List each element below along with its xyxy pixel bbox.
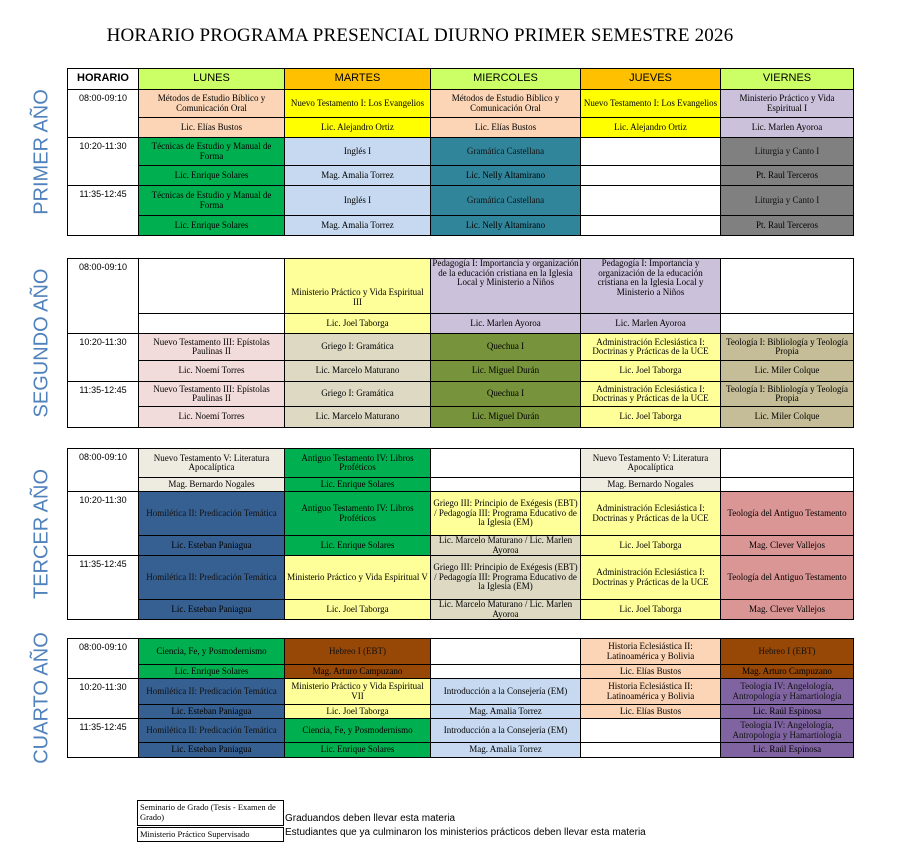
teacher-cell: Lic. Noemí Torres: [139, 361, 285, 382]
teacher-cell: Lic. Esteban Paniagua: [139, 743, 285, 758]
course-cell: [431, 639, 581, 665]
course-row: [68, 556, 854, 600]
course-cell: Teología I: Bibliología y Teología Propia: [721, 382, 854, 407]
time-slot: 08:00-09:10: [68, 259, 139, 334]
course-cell: Nuevo Testamento III: Epístolas Paulinas II: [139, 382, 285, 407]
header-day-1: LUNES: [139, 69, 285, 90]
course-cell: Inglés I: [285, 138, 431, 166]
course-cell: Griego I: Gramática: [285, 334, 431, 361]
teacher-cell: Lic. Joel Taborga: [581, 407, 721, 428]
year-label-2: [20, 258, 64, 427]
teacher-cell: Mag. Bernardo Nogales: [581, 478, 721, 492]
page-title: HORARIO PROGRAMA PRESENCIAL DIURNO PRIMER SEMESTRE 2026: [106, 25, 734, 46]
header-day-4: JUEVES: [581, 69, 721, 90]
course-cell: Homilética II: Predicación Temática: [139, 556, 285, 600]
teacher-row: [68, 665, 854, 679]
teacher-cell: [721, 478, 854, 492]
teacher-cell: Mag. Arturo Campuzano: [721, 665, 854, 679]
teacher-cell: Lic. Miler Colque: [721, 361, 854, 382]
teacher-cell: Lic. Esteban Paniagua: [139, 536, 285, 556]
teacher-cell: [721, 314, 854, 334]
header-day-2: MARTES: [285, 69, 431, 90]
course-cell: Administración Eclesiástica I: Doctrinas y Prácticas de la UCE: [581, 492, 721, 536]
teacher-cell: [581, 166, 721, 186]
course-cell: [581, 186, 721, 216]
course-cell: Historia Eclesiástica II: Latinoamérica y Bolivia: [581, 679, 721, 705]
year-label-text: CUARTO AÑO: [30, 631, 53, 764]
schedule-table-year-4: [67, 638, 854, 758]
teacher-cell: Lic. Noemí Torres: [139, 407, 285, 428]
course-row: [68, 449, 854, 478]
course-cell: Administración Eclesiástica I: Doctrinas y Prácticas de la UCE: [581, 556, 721, 600]
course-row: [68, 334, 854, 361]
course-cell: Introducción a la Consejería (EM): [431, 719, 581, 743]
legend-box-ministerio: Ministerio Práctico Supervisado: [137, 827, 284, 842]
course-row: [68, 639, 854, 665]
course-row: [68, 259, 854, 314]
course-cell: Gramática Castellana: [431, 186, 581, 216]
teacher-cell: Lic. Nelly Altamirano: [431, 216, 581, 236]
course-row: [68, 186, 854, 216]
teacher-cell: [581, 743, 721, 758]
time-slot: 11:35-12:45: [68, 186, 139, 236]
year-label-text: TERCER AÑO: [30, 468, 53, 599]
course-cell: Inglés I: [285, 186, 431, 216]
course-cell: Homilética II: Predicación Temática: [139, 492, 285, 536]
teacher-cell: Lic. Elías Bustos: [139, 118, 285, 138]
teacher-row: [68, 118, 854, 138]
course-cell: Griego III: Principio de Exégesis (EBT) / Pedagogía III: Programa Educativo de la Iglesia (EM): [431, 492, 581, 536]
time-slot: 08:00-09:10: [68, 639, 139, 679]
teacher-cell: Lic. Elías Bustos: [431, 118, 581, 138]
teacher-cell: Mag. Amalia Torrez: [285, 166, 431, 186]
teacher-cell: Lic. Marcelo Maturano / Lic. Marlen Ayoroa: [431, 536, 581, 556]
course-cell: Antiguo Testamento IV: Libros Proféticos: [285, 492, 431, 536]
teacher-cell: Mag. Arturo Campuzano: [285, 665, 431, 679]
course-row: [68, 679, 854, 705]
course-cell: Ministerio Práctico y Vida Espiritual V: [285, 556, 431, 600]
time-slot: 11:35-12:45: [68, 719, 139, 758]
teacher-cell: Lic. Miguel Durán: [431, 361, 581, 382]
teacher-cell: Lic. Enrique Solares: [139, 665, 285, 679]
teacher-cell: Lic. Raúl Espinosa: [721, 743, 854, 758]
teacher-row: [68, 166, 854, 186]
teacher-cell: Lic. Joel Taborga: [285, 600, 431, 620]
teacher-cell: Lic. Marlen Ayoroa: [721, 118, 854, 138]
course-cell: Griego I: Gramática: [285, 382, 431, 407]
teacher-cell: Lic. Enrique Solares: [139, 166, 285, 186]
teacher-row: [68, 536, 854, 556]
course-cell: Gramática Castellana: [431, 138, 581, 166]
course-cell: Homilética II: Predicación Temática: [139, 679, 285, 705]
header-horario: HORARIO: [68, 69, 139, 90]
teacher-cell: Lic. Joel Taborga: [581, 536, 721, 556]
teacher-row: [68, 314, 854, 334]
teacher-cell: Lic. Marlen Ayoroa: [581, 314, 721, 334]
teacher-cell: Mag. Amalia Torrez: [285, 216, 431, 236]
course-cell: Griego III: Principio de Exégesis (EBT) / Pedagogía III: Programa Educativo de la Iglesia (EM): [431, 556, 581, 600]
course-cell: Hebreo I (EBT): [285, 639, 431, 665]
teacher-cell: Lic. Alejandro Ortiz: [285, 118, 431, 138]
schedule-table-year-2: [67, 258, 854, 428]
teacher-cell: Lic. Joel Taborga: [285, 705, 431, 719]
course-cell: Nuevo Testamento I: Los Evangelios: [285, 90, 431, 118]
course-row: [68, 492, 854, 536]
course-cell: Teología I: Bibliología y Teología Propia: [721, 334, 854, 361]
time-slot: 11:35-12:45: [68, 556, 139, 620]
teacher-cell: Lic. Elías Bustos: [581, 665, 721, 679]
teacher-row: [68, 600, 854, 620]
legend-note-ministerio: Estudiantes que ya culminaron los ministerios prácticos deben llevar esta materia: [285, 827, 646, 838]
course-cell: [581, 719, 721, 743]
teacher-cell: Lic. Enrique Solares: [285, 478, 431, 492]
course-cell: Técnicas de Estudio y Manual de Forma: [139, 138, 285, 166]
legend-note-seminario: Graduandos deben llevar esta materia: [285, 813, 456, 824]
teacher-cell: Lic. Joel Taborga: [285, 314, 431, 334]
legend-box-seminario: Seminario de Grado (Tesis - Examen de Grado): [137, 800, 284, 826]
course-row: [68, 382, 854, 407]
teacher-cell: Lic. Marcelo Maturano: [285, 361, 431, 382]
year-label-4: [20, 631, 64, 764]
course-cell: [721, 259, 854, 314]
teacher-cell: Lic. Joel Taborga: [581, 361, 721, 382]
course-cell: [431, 449, 581, 478]
teacher-cell: [431, 478, 581, 492]
course-cell: [139, 259, 285, 314]
course-cell: Nuevo Testamento III: Epístolas Paulinas II: [139, 334, 285, 361]
course-row: [68, 719, 854, 743]
teacher-cell: Lic. Marlen Ayoroa: [431, 314, 581, 334]
teacher-cell: Lic. Marcelo Maturano / Lic. Marlen Ayoroa: [431, 600, 581, 620]
time-slot: 10:20-11:30: [68, 492, 139, 556]
teacher-cell: [581, 216, 721, 236]
course-cell: Teología del Antiguo Testamento: [721, 556, 854, 600]
time-slot: 11:35-12:45: [68, 382, 139, 428]
schedule-table-year-1: [67, 68, 854, 236]
schedule-table-year-3: [67, 448, 854, 620]
teacher-cell: Lic. Miguel Durán: [431, 407, 581, 428]
course-cell: Nuevo Testamento I: Los Evangelios: [581, 90, 721, 118]
course-row: [68, 90, 854, 118]
course-cell: Administración Eclesiástica I: Doctrinas y Prácticas de la UCE: [581, 334, 721, 361]
course-cell: Pedagogía I: Importancia y organización de la educación cristiana en la Iglesia Local y Ministerio a Niños: [431, 259, 581, 314]
header-day-3: MIERCOLES: [431, 69, 581, 90]
course-cell: Pedagogía I: Importancia y organización de la educación cristiana en la Iglesia Local y Ministerio a Niños: [581, 259, 721, 314]
teacher-cell: Mag. Clever Vallejos: [721, 600, 854, 620]
teacher-cell: Lic. Enrique Solares: [139, 216, 285, 236]
time-slot: 10:20-11:30: [68, 679, 139, 719]
course-cell: Métodos de Estudio Bíblico y Comunicación Oral: [431, 90, 581, 118]
time-slot: 10:20-11:30: [68, 334, 139, 382]
teacher-cell: Lic. Nelly Altamirano: [431, 166, 581, 186]
header-row: [68, 69, 854, 90]
course-cell: Métodos de Estudio Bíblico y Comunicación Oral: [139, 90, 285, 118]
course-cell: Teología IV: Angelología, Antropología y Hamartiología: [721, 719, 854, 743]
teacher-cell: Lic. Esteban Paniagua: [139, 705, 285, 719]
course-cell: Liturgia y Canto I: [721, 186, 854, 216]
course-cell: Ministerio Práctico y Vida Espiritual VII: [285, 679, 431, 705]
teacher-cell: Pt. Raul Terceros: [721, 166, 854, 186]
teacher-row: [68, 705, 854, 719]
teacher-row: [68, 216, 854, 236]
teacher-cell: Lic. Marcelo Maturano: [285, 407, 431, 428]
teacher-row: [68, 361, 854, 382]
year-label-1: [20, 68, 64, 235]
teacher-cell: Lic. Esteban Paniagua: [139, 600, 285, 620]
teacher-cell: Lic. Alejandro Ortiz: [581, 118, 721, 138]
time-slot: 08:00-09:10: [68, 449, 139, 492]
teacher-cell: Lic. Miler Colque: [721, 407, 854, 428]
course-cell: Antiguo Testamento IV: Libros Proféticos: [285, 449, 431, 478]
year-label-text: PRIMER AÑO: [30, 88, 53, 215]
time-slot: 08:00-09:10: [68, 90, 139, 138]
teacher-cell: [139, 314, 285, 334]
course-cell: Administración Eclesiástica I: Doctrinas y Prácticas de la UCE: [581, 382, 721, 407]
year-label-text: SEGUNDO AÑO: [30, 268, 53, 417]
teacher-cell: Lic. Raúl Espinosa: [721, 705, 854, 719]
teacher-cell: [431, 665, 581, 679]
course-cell: Nuevo Testamento V: Literatura Apocalíptica: [581, 449, 721, 478]
course-cell: Teología IV: Angelología, Antropología y Hamartiología: [721, 679, 854, 705]
teacher-cell: Lic. Enrique Solares: [285, 743, 431, 758]
course-cell: Hebreo I (EBT): [721, 639, 854, 665]
course-cell: Ciencia, Fe, y Posmodernismo: [139, 639, 285, 665]
teacher-cell: Mag. Bernardo Nogales: [139, 478, 285, 492]
course-cell: Técnicas de Estudio y Manual de Forma: [139, 186, 285, 216]
course-cell: Ministerio Práctico y Vida Espiritual III: [285, 259, 431, 314]
course-cell: Ministerio Práctico y Vida Espiritual I: [721, 90, 854, 118]
course-cell: Liturgia y Canto I: [721, 138, 854, 166]
teacher-cell: Lic. Elías Bustos: [581, 705, 721, 719]
course-cell: Introducción a la Consejería (EM): [431, 679, 581, 705]
teacher-cell: Lic. Joel Taborga: [581, 600, 721, 620]
year-label-3: [20, 448, 64, 619]
course-cell: [581, 138, 721, 166]
course-cell: Quechua I: [431, 334, 581, 361]
course-cell: Ciencia, Fe, y Posmodernismo: [285, 719, 431, 743]
teacher-cell: Mag. Clever Vallejos: [721, 536, 854, 556]
course-cell: Teología del Antiguo Testamento: [721, 492, 854, 536]
header-day-5: VIERNES: [721, 69, 854, 90]
teacher-row: [68, 407, 854, 428]
course-cell: Nuevo Testamento V: Literatura Apocalíptica: [139, 449, 285, 478]
teacher-row: [68, 743, 854, 758]
teacher-cell: Mag. Amalia Torrez: [431, 743, 581, 758]
teacher-cell: Mag. Amalia Torrez: [431, 705, 581, 719]
course-cell: Historia Eclesiástica II: Latinoamérica y Bolivia: [581, 639, 721, 665]
course-cell: Quechua I: [431, 382, 581, 407]
teacher-cell: Lic. Enrique Solares: [285, 536, 431, 556]
teacher-row: [68, 478, 854, 492]
course-cell: Homilética II: Predicación Temática: [139, 719, 285, 743]
course-cell: [721, 449, 854, 478]
course-row: [68, 138, 854, 166]
teacher-cell: Pt. Raul Terceros: [721, 216, 854, 236]
time-slot: 10:20-11:30: [68, 138, 139, 186]
